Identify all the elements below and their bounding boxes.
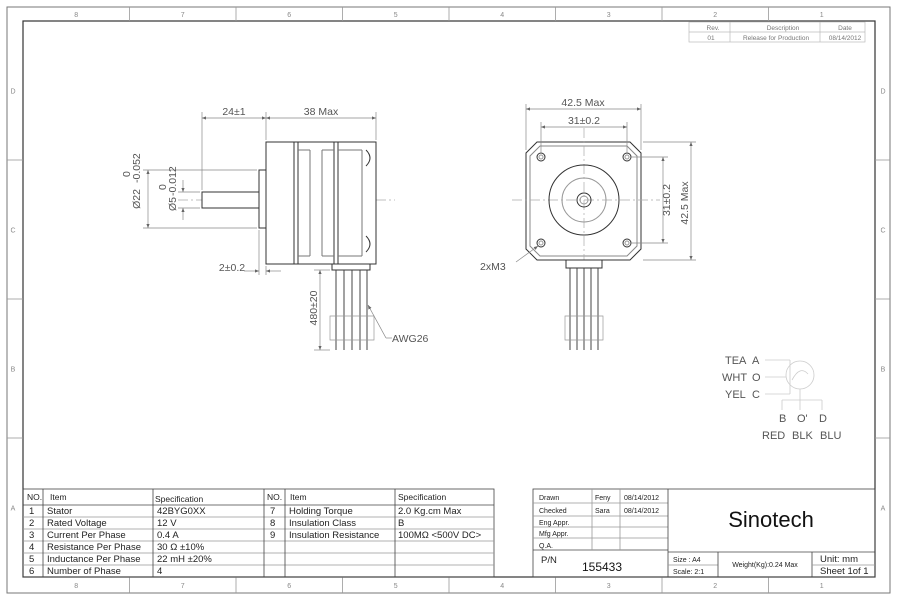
spec-value: 30 Ω ±10%: [157, 542, 205, 553]
dim-lead-length: 480±20: [308, 290, 320, 326]
spec-no: 4: [29, 542, 35, 553]
spec-value: 2.0 Kg.cm Max: [398, 506, 462, 517]
spec-value: 4: [157, 566, 163, 577]
spec-value: 42BYG0XX: [157, 506, 206, 517]
wiring-schematic: [765, 360, 822, 410]
dim-shaft-dia-tol-upper: 0: [157, 184, 169, 190]
signoff-date: 08/14/2012: [624, 508, 660, 515]
dim-flange-dia-label: Ø22: [131, 189, 143, 209]
spec-item: Stator: [47, 506, 73, 517]
sheet-size: Size : A4: [673, 557, 701, 564]
spec-value: 12 V: [157, 518, 177, 529]
spec-no: 1: [29, 506, 35, 517]
motor-side-view: [178, 142, 395, 270]
spec-item: Inductance Per Phase: [47, 554, 141, 565]
part-number: 155433: [581, 560, 623, 574]
spec-item: Insulation Resistance: [289, 530, 380, 541]
spec-no: 8: [270, 518, 276, 529]
wire-pin-2: O: [752, 372, 761, 384]
weight: Weight(Kg):0.24 Max: [732, 562, 798, 569]
zone-label-bottom: 1: [819, 583, 824, 590]
dim-overall-height: 42.5 Max: [679, 181, 691, 225]
company-name: Sinotech: [728, 507, 814, 532]
zone-label-right: B: [880, 366, 886, 374]
spec-item: Number of Phase: [47, 566, 121, 577]
wire-pin-1: A: [752, 355, 760, 367]
signoff-role: Checked: [539, 508, 567, 515]
spec-no: 2: [29, 518, 35, 529]
zone-label-left: A: [10, 505, 16, 513]
zone-label-left: B: [10, 366, 16, 374]
wire-pin-3: C: [752, 389, 760, 401]
spec-item: Insulation Class: [289, 518, 357, 529]
wiring-diagram: [722, 355, 841, 442]
spec-header-no-right: NO.: [267, 492, 283, 502]
inner-border: [23, 21, 875, 577]
zone-label-top: 4: [500, 12, 505, 19]
zone-label-bottom: 6: [287, 583, 292, 590]
zone-labels: [10, 12, 885, 590]
lead-wires-side: [330, 270, 374, 350]
signoff-role: Q.A.: [539, 543, 554, 550]
drawing-scale: Scale: 2:1: [673, 569, 705, 576]
spec-no: 9: [270, 530, 276, 541]
rev-number: 01: [707, 35, 715, 42]
spec-value: 0.4 A: [157, 530, 179, 541]
spec-no: 6: [29, 566, 35, 577]
spec-no: 3: [29, 530, 35, 541]
wire-pin-d: D: [819, 413, 827, 425]
zone-label-bottom: 4: [500, 583, 505, 590]
dim-shaft-length: 24±1: [222, 106, 246, 118]
spec-item: Holding Torque: [289, 506, 353, 517]
zone-label-top: 6: [287, 12, 292, 19]
spec-item: Current Per Phase: [47, 530, 126, 541]
zone-label-top: 1: [819, 12, 824, 19]
rev-header-description: Description: [766, 25, 800, 32]
lead-wires-front: [565, 268, 603, 350]
zone-label-top: 5: [393, 12, 398, 19]
signoff-role: Eng Appr.: [539, 520, 570, 527]
spec-header-no-left: NO.: [27, 492, 43, 502]
screw-callout: 2xM3: [480, 261, 506, 273]
dim-body-length: 38 Max: [303, 106, 339, 118]
zone-label-bottom: 5: [393, 583, 398, 590]
rev-header-date: Date: [838, 25, 852, 32]
spec-value: 22 mH ±20%: [157, 554, 212, 565]
zone-label-bottom: 2: [713, 583, 718, 590]
sheet-number: Sheet 1of 1: [820, 566, 869, 577]
spec-item: Resistance Per Phase: [47, 542, 141, 553]
zone-label-bottom: 8: [74, 583, 79, 590]
part-number-label: P/N: [541, 555, 557, 566]
motor-front-view: [512, 128, 660, 272]
rev-header-rev: Rev.: [706, 25, 720, 32]
zone-label-top: 3: [606, 12, 611, 19]
wire-color-red: RED: [762, 430, 786, 442]
dim-hole-spacing-horizontal: 31±0.2: [567, 115, 601, 127]
unit: Unit: mm: [820, 554, 858, 565]
rev-description: Release for Production: [742, 35, 810, 42]
wire-pin-o-prime: O': [797, 413, 808, 425]
zone-label-bottom: 7: [180, 583, 185, 590]
dim-overall-width: 42.5 Max: [561, 97, 605, 109]
signoff-role: Mfg Appr.: [539, 531, 569, 538]
zone-label-top: 7: [180, 12, 185, 19]
signoff-date: 08/14/2012: [624, 495, 660, 502]
wire-color-3: YEL: [725, 389, 746, 401]
spec-header-item-right: Item: [290, 492, 307, 502]
zone-label-left: C: [10, 227, 16, 235]
zone-label-left: D: [10, 88, 16, 96]
dim-flange-thickness: 2±0.2: [218, 262, 246, 274]
signoff-name: Feny: [595, 495, 611, 502]
zone-label-top: 2: [713, 12, 718, 19]
wire-color-blu: BLU: [820, 430, 842, 442]
dim-flange-diameter: [121, 153, 143, 209]
wire-pin-b: B: [779, 413, 787, 425]
spec-no: 5: [29, 554, 35, 565]
zone-label-top: 8: [74, 12, 79, 19]
signoff-role: Drawn: [539, 495, 560, 502]
rev-date: 08/14/2012: [828, 35, 862, 42]
wire-gauge-label: AWG26: [392, 333, 429, 345]
dim-shaft-dia-tol-lower: -0.012: [167, 166, 179, 196]
spec-no: 7: [270, 506, 276, 517]
zone-label-right: C: [880, 227, 886, 235]
dim-hole-spacing-vertical: 31±0.2: [661, 183, 673, 217]
zone-label-right: D: [880, 88, 886, 96]
dim-shaft-dia-label: Ø5: [167, 196, 179, 212]
signoff-name: Sara: [595, 508, 610, 515]
dim-flange-dia-tol-upper: 0: [121, 171, 133, 177]
wire-color-2: WHT: [722, 372, 748, 384]
spec-header-item-left: Item: [50, 492, 67, 502]
dim-flange-dia-tol-lower: -0.052: [131, 153, 143, 183]
spec-value: 100MΩ <500V DC>: [398, 530, 482, 541]
spec-value: B: [398, 518, 405, 529]
spec-header-spec-right: Specification: [398, 492, 447, 502]
spec-header-spec-left: Specification: [155, 494, 204, 504]
wire-color-blk: BLK: [792, 430, 813, 442]
spec-item: Rated Voltage: [47, 518, 107, 529]
wire-color-1: TEA: [725, 355, 747, 367]
dim-shaft-diameter: [157, 166, 179, 211]
zone-label-right: A: [880, 505, 886, 513]
zone-label-bottom: 3: [606, 583, 611, 590]
